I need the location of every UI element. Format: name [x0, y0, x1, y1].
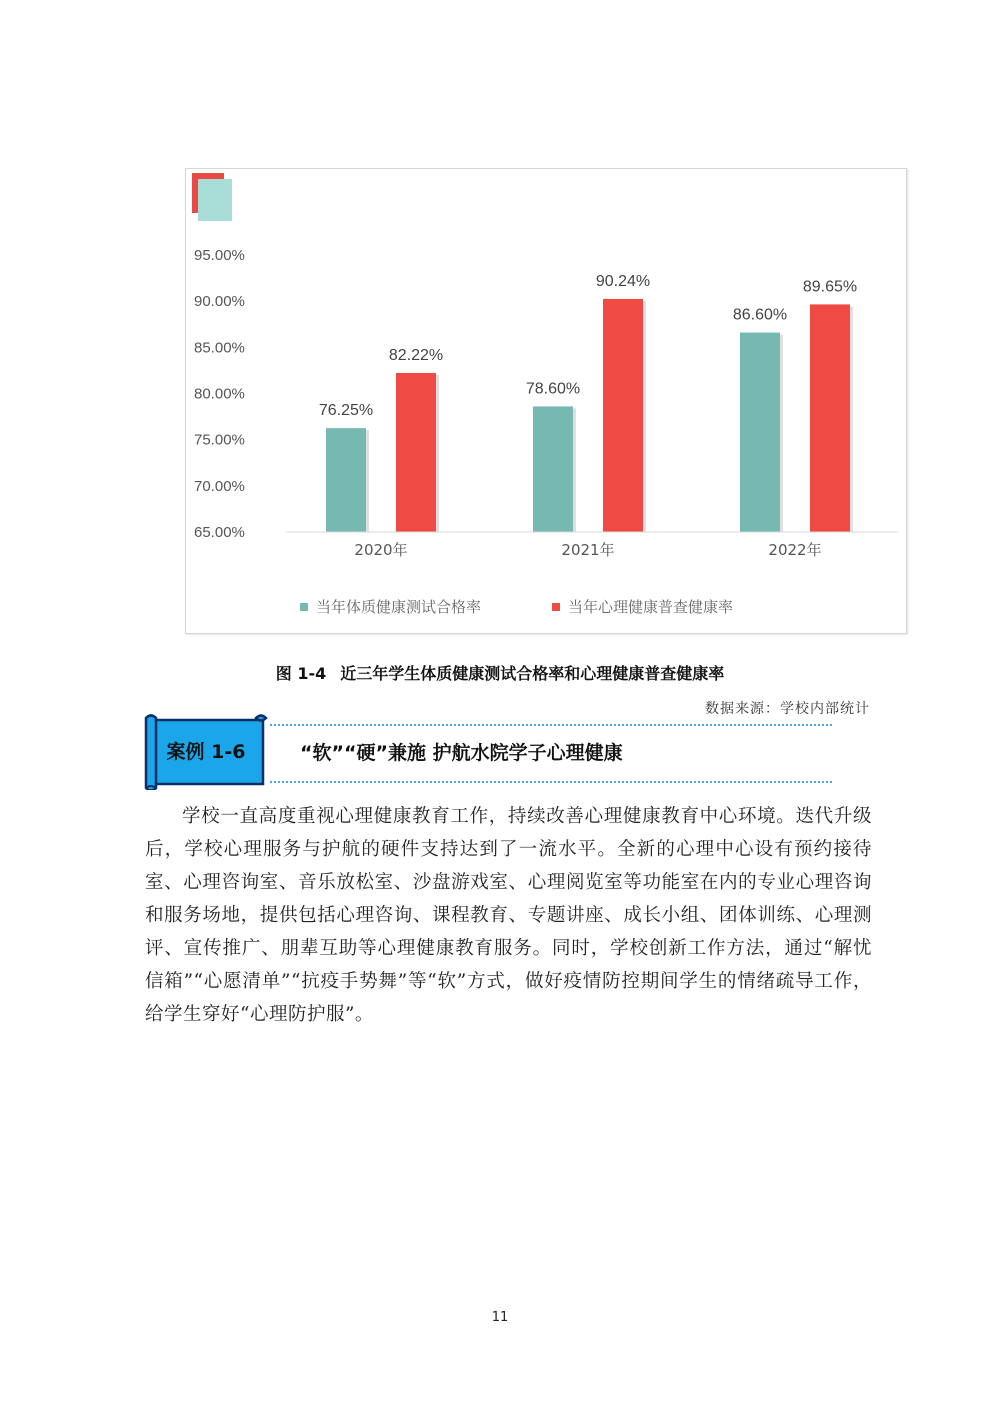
bar-series [319, 273, 857, 532]
y-tick-label: 85.00% [194, 339, 245, 357]
figure-number: 图 1-4 [275, 664, 327, 683]
bar-data-label: 90.24% [595, 272, 651, 290]
x-tick-label: 2022年 [768, 541, 822, 559]
y-tick-label: 80.00% [194, 385, 245, 403]
bar [740, 333, 780, 532]
bar-data-label: 86.60% [732, 306, 788, 324]
dotted-divider-bottom [270, 781, 832, 783]
bar-data-label: 76.25% [318, 402, 374, 420]
body-paragraph: 学校一直高度重视心理健康教育工作，持续改善心理健康教育中心环境。迭代升级后，学校心理服务与护航的硬件支持达到了一流水平。全新的心理中心设有预约接待室、心理咨询室、音乐放松室、沙盘游戏室、心理阅览室等功能室在内的专业心理咨询和服务场地，提供包括心理咨询、课程教育、专题讲座、成长小组、团体训练、心理测评、宣传推广、朋辈互助等心理健康教育服务。同时，学校创新工作方法，通过“解忧信箱”“心愿清单”“抗疫手势舞”等“软”方式，做好疫情防控期间学生的情绪疏导工作，给学生穿好“心理防护服”。 [145, 806, 872, 1025]
chart-canvas [186, 169, 906, 633]
case-title: “软”“硬”兼施 护航水院学子心理健康 [300, 742, 623, 764]
bar-chart [185, 168, 907, 634]
bar-data-label: 82.22% [388, 347, 444, 365]
y-tick-label: 90.00% [194, 293, 245, 311]
figure-caption-text: 近三年学生体质健康测试合格率和心理健康普查健康率 [340, 664, 725, 683]
page-number: 11 [491, 1310, 509, 1325]
y-tick-label: 65.00% [194, 524, 245, 541]
bar [810, 304, 850, 532]
chart-legend [300, 598, 733, 616]
legend-swatch [552, 603, 560, 611]
dotted-divider-top [270, 724, 832, 726]
x-tick-label: 2021年 [561, 541, 615, 559]
bar [603, 299, 643, 532]
figure-caption [0, 661, 1000, 684]
y-tick-label: 70.00% [194, 477, 245, 495]
bar-data-label: 78.60% [525, 380, 581, 398]
bar-data-label: 89.65% [802, 278, 858, 296]
legend-swatch [300, 603, 308, 611]
y-axis-ticks [194, 247, 245, 541]
chart-corner-square [198, 179, 232, 221]
chart-corner-accent-horizontal [192, 173, 224, 179]
x-axis-ticks [354, 541, 821, 559]
case-label: 案例 1-6 [166, 741, 246, 763]
legend-label: 当年心理健康普查健康率 [568, 598, 734, 616]
legend-label: 当年体质健康测试合格率 [316, 598, 482, 616]
bar [396, 373, 436, 532]
bar [326, 428, 366, 532]
bar [533, 406, 573, 532]
case-badge [143, 714, 269, 790]
x-tick-label: 2020年 [354, 541, 408, 559]
y-tick-label: 95.00% [194, 247, 245, 264]
data-source: 数据来源：学校内部统计 [705, 701, 870, 717]
y-tick-label: 75.00% [194, 431, 245, 449]
